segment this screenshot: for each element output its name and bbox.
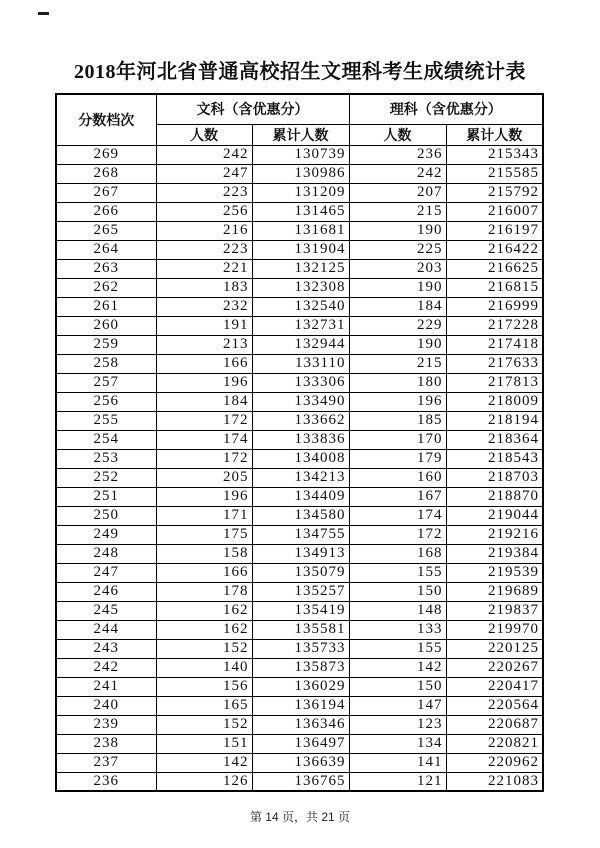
- cell-science-cumulative: 219384: [446, 544, 543, 563]
- cell-score-level: 265: [56, 221, 156, 240]
- cell-liberal-count: 183: [156, 278, 252, 297]
- table-row: [56, 772, 543, 791]
- table-row: [56, 297, 543, 316]
- cell-liberal-count: 205: [156, 468, 252, 487]
- cell-liberal-cumulative: 134913: [252, 544, 349, 563]
- cell-science-cumulative: 220267: [446, 658, 543, 677]
- cell-score-level: 256: [56, 392, 156, 411]
- cell-science-cumulative: 216422: [446, 240, 543, 259]
- cell-science-count: 155: [349, 639, 446, 658]
- cell-score-level: 241: [56, 677, 156, 696]
- table-row: [56, 183, 543, 202]
- cell-score-level: 236: [56, 772, 156, 791]
- cell-score-level: 264: [56, 240, 156, 259]
- cell-science-count: 147: [349, 696, 446, 715]
- cell-liberal-cumulative: 130739: [252, 145, 349, 164]
- cell-science-count: 207: [349, 183, 446, 202]
- cell-science-cumulative: 219216: [446, 525, 543, 544]
- cell-liberal-count: 178: [156, 582, 252, 601]
- table-row: [56, 582, 543, 601]
- cell-liberal-cumulative: 134580: [252, 506, 349, 525]
- cell-liberal-cumulative: 133836: [252, 430, 349, 449]
- cell-science-cumulative: 217228: [446, 316, 543, 335]
- cell-liberal-count: 166: [156, 563, 252, 582]
- cell-science-count: 121: [349, 772, 446, 791]
- cell-liberal-count: 140: [156, 658, 252, 677]
- cell-score-level: 248: [56, 544, 156, 563]
- table-row: [56, 145, 543, 164]
- score-statistics-table: [55, 93, 544, 792]
- cell-liberal-count: 196: [156, 373, 252, 392]
- cell-science-count: 203: [349, 259, 446, 278]
- cell-liberal-cumulative: 136639: [252, 753, 349, 772]
- cell-liberal-count: 152: [156, 715, 252, 734]
- cell-liberal-count: 156: [156, 677, 252, 696]
- cell-science-count: 225: [349, 240, 446, 259]
- cell-score-level: 251: [56, 487, 156, 506]
- cell-score-level: 258: [56, 354, 156, 373]
- cell-science-count: 185: [349, 411, 446, 430]
- cell-liberal-count: 216: [156, 221, 252, 240]
- cell-liberal-cumulative: 135079: [252, 563, 349, 582]
- table-row: [56, 677, 543, 696]
- cell-science-cumulative: 218870: [446, 487, 543, 506]
- cell-liberal-count: 162: [156, 620, 252, 639]
- cell-liberal-count: 221: [156, 259, 252, 278]
- table-row: [56, 411, 543, 430]
- cell-science-cumulative: 218194: [446, 411, 543, 430]
- cell-science-cumulative: 218364: [446, 430, 543, 449]
- cell-liberal-count: 196: [156, 487, 252, 506]
- header-science-count: 人数: [349, 124, 446, 145]
- cell-science-count: 236: [349, 145, 446, 164]
- cell-liberal-cumulative: 131681: [252, 221, 349, 240]
- cell-science-count: 160: [349, 468, 446, 487]
- page-footer: 第 14 页，共 21 页: [249, 810, 351, 824]
- cell-liberal-cumulative: 132944: [252, 335, 349, 354]
- cell-science-count: 172: [349, 525, 446, 544]
- cell-score-level: 243: [56, 639, 156, 658]
- cell-science-cumulative: 221083: [446, 772, 543, 791]
- table-row: [56, 373, 543, 392]
- cell-liberal-count: 162: [156, 601, 252, 620]
- cell-liberal-cumulative: 133490: [252, 392, 349, 411]
- cell-liberal-cumulative: 133662: [252, 411, 349, 430]
- table-row: [56, 639, 543, 658]
- cell-science-count: 170: [349, 430, 446, 449]
- table-row: [56, 202, 543, 221]
- cell-science-cumulative: 215585: [446, 164, 543, 183]
- cell-liberal-cumulative: 130986: [252, 164, 349, 183]
- cell-liberal-cumulative: 131904: [252, 240, 349, 259]
- table-body: [56, 145, 543, 791]
- cell-score-level: 242: [56, 658, 156, 677]
- table-row: [56, 544, 543, 563]
- cell-score-level: 239: [56, 715, 156, 734]
- cell-score-level: 262: [56, 278, 156, 297]
- cell-science-cumulative: 219044: [446, 506, 543, 525]
- cell-liberal-count: 223: [156, 183, 252, 202]
- table-row: [56, 525, 543, 544]
- cell-science-count: 180: [349, 373, 446, 392]
- cell-science-cumulative: 217813: [446, 373, 543, 392]
- table-row: [56, 259, 543, 278]
- cell-liberal-cumulative: 135873: [252, 658, 349, 677]
- cell-science-cumulative: 218703: [446, 468, 543, 487]
- cell-score-level: 261: [56, 297, 156, 316]
- cell-liberal-count: 232: [156, 297, 252, 316]
- cell-liberal-count: 152: [156, 639, 252, 658]
- page-title: 2018年河北省普通高校招生文理科考生成绩统计表: [74, 61, 526, 83]
- cell-liberal-cumulative: 136029: [252, 677, 349, 696]
- cell-liberal-count: 172: [156, 411, 252, 430]
- table-row: [56, 753, 543, 772]
- cell-liberal-count: 247: [156, 164, 252, 183]
- cell-score-level: 238: [56, 734, 156, 753]
- cell-science-cumulative: 220962: [446, 753, 543, 772]
- cell-science-count: 190: [349, 278, 446, 297]
- header-science-group: 理科（含优惠分）: [349, 94, 543, 124]
- table-row: [56, 354, 543, 373]
- cell-score-level: 255: [56, 411, 156, 430]
- cell-score-level: 237: [56, 753, 156, 772]
- cell-liberal-cumulative: 135257: [252, 582, 349, 601]
- cell-liberal-cumulative: 132308: [252, 278, 349, 297]
- header-group-row: [56, 94, 543, 124]
- table-header: [56, 94, 543, 145]
- cell-score-level: 240: [56, 696, 156, 715]
- cell-liberal-cumulative: 133306: [252, 373, 349, 392]
- cell-science-cumulative: 220564: [446, 696, 543, 715]
- cell-science-count: 215: [349, 202, 446, 221]
- cell-liberal-cumulative: 133110: [252, 354, 349, 373]
- cell-liberal-count: 191: [156, 316, 252, 335]
- cell-science-cumulative: 216007: [446, 202, 543, 221]
- cell-science-cumulative: 219837: [446, 601, 543, 620]
- cell-liberal-cumulative: 135733: [252, 639, 349, 658]
- cell-science-count: 190: [349, 221, 446, 240]
- cell-science-cumulative: 218543: [446, 449, 543, 468]
- cell-liberal-cumulative: 135419: [252, 601, 349, 620]
- cell-score-level: 252: [56, 468, 156, 487]
- cell-science-cumulative: 216625: [446, 259, 543, 278]
- cell-score-level: 249: [56, 525, 156, 544]
- cell-score-level: 244: [56, 620, 156, 639]
- scan-artifact-mark: [38, 12, 49, 15]
- table-row: [56, 468, 543, 487]
- cell-science-count: 133: [349, 620, 446, 639]
- cell-score-level: 245: [56, 601, 156, 620]
- table-row: [56, 278, 543, 297]
- cell-liberal-count: 175: [156, 525, 252, 544]
- cell-science-cumulative: 219970: [446, 620, 543, 639]
- cell-score-level: 246: [56, 582, 156, 601]
- cell-science-count: 142: [349, 658, 446, 677]
- cell-science-cumulative: 216999: [446, 297, 543, 316]
- cell-science-count: 123: [349, 715, 446, 734]
- cell-liberal-cumulative: 136497: [252, 734, 349, 753]
- cell-liberal-cumulative: 132125: [252, 259, 349, 278]
- cell-science-cumulative: 216815: [446, 278, 543, 297]
- header-liberal-count: 人数: [156, 124, 252, 145]
- cell-liberal-count: 256: [156, 202, 252, 221]
- cell-liberal-count: 142: [156, 753, 252, 772]
- cell-score-level: 254: [56, 430, 156, 449]
- cell-science-count: 148: [349, 601, 446, 620]
- table-row: [56, 715, 543, 734]
- table-row: [56, 696, 543, 715]
- cell-score-level: 267: [56, 183, 156, 202]
- cell-liberal-count: 223: [156, 240, 252, 259]
- cell-science-count: 196: [349, 392, 446, 411]
- cell-liberal-cumulative: 136194: [252, 696, 349, 715]
- cell-liberal-cumulative: 136765: [252, 772, 349, 791]
- cell-science-cumulative: 218009: [446, 392, 543, 411]
- table-row: [56, 430, 543, 449]
- cell-science-cumulative: 217418: [446, 335, 543, 354]
- cell-liberal-count: 172: [156, 449, 252, 468]
- cell-liberal-count: 213: [156, 335, 252, 354]
- cell-science-cumulative: 220687: [446, 715, 543, 734]
- table-row: [56, 734, 543, 753]
- cell-liberal-count: 158: [156, 544, 252, 563]
- cell-science-cumulative: 215792: [446, 183, 543, 202]
- cell-science-count: 215: [349, 354, 446, 373]
- header-score-level: 分数档次: [56, 94, 156, 145]
- cell-liberal-count: 171: [156, 506, 252, 525]
- table-row: [56, 563, 543, 582]
- cell-liberal-count: 174: [156, 430, 252, 449]
- cell-score-level: 260: [56, 316, 156, 335]
- cell-liberal-cumulative: 136346: [252, 715, 349, 734]
- table-row: [56, 392, 543, 411]
- cell-liberal-count: 242: [156, 145, 252, 164]
- table-row: [56, 316, 543, 335]
- cell-score-level: 263: [56, 259, 156, 278]
- cell-liberal-cumulative: 131465: [252, 202, 349, 221]
- cell-score-level: 259: [56, 335, 156, 354]
- cell-score-level: 253: [56, 449, 156, 468]
- table-row: [56, 221, 543, 240]
- cell-science-count: 141: [349, 753, 446, 772]
- cell-science-cumulative: 220821: [446, 734, 543, 753]
- cell-science-cumulative: 219539: [446, 563, 543, 582]
- header-science-cumulative: 累计人数: [446, 124, 543, 145]
- cell-science-count: 150: [349, 677, 446, 696]
- cell-score-level: 266: [56, 202, 156, 221]
- cell-science-count: 229: [349, 316, 446, 335]
- cell-liberal-count: 184: [156, 392, 252, 411]
- cell-science-count: 155: [349, 563, 446, 582]
- cell-science-cumulative: 220125: [446, 639, 543, 658]
- cell-science-count: 179: [349, 449, 446, 468]
- cell-score-level: 250: [56, 506, 156, 525]
- table-row: [56, 449, 543, 468]
- table-row: [56, 658, 543, 677]
- table-row: [56, 620, 543, 639]
- cell-liberal-count: 165: [156, 696, 252, 715]
- cell-science-cumulative: 216197: [446, 221, 543, 240]
- cell-score-level: 257: [56, 373, 156, 392]
- cell-science-count: 242: [349, 164, 446, 183]
- cell-science-cumulative: 219689: [446, 582, 543, 601]
- header-liberal-cumulative: 累计人数: [252, 124, 349, 145]
- cell-score-level: 247: [56, 563, 156, 582]
- cell-science-cumulative: 215343: [446, 145, 543, 164]
- cell-liberal-count: 126: [156, 772, 252, 791]
- cell-liberal-cumulative: 135581: [252, 620, 349, 639]
- cell-liberal-cumulative: 134755: [252, 525, 349, 544]
- header-liberal-arts-group: 文科（含优惠分）: [156, 94, 349, 124]
- cell-science-count: 174: [349, 506, 446, 525]
- cell-science-count: 190: [349, 335, 446, 354]
- cell-liberal-cumulative: 131209: [252, 183, 349, 202]
- cell-score-level: 268: [56, 164, 156, 183]
- cell-science-count: 184: [349, 297, 446, 316]
- cell-liberal-cumulative: 132731: [252, 316, 349, 335]
- cell-science-count: 150: [349, 582, 446, 601]
- table-row: [56, 240, 543, 259]
- cell-score-level: 269: [56, 145, 156, 164]
- cell-science-cumulative: 217633: [446, 354, 543, 373]
- cell-science-cumulative: 220417: [446, 677, 543, 696]
- table-row: [56, 601, 543, 620]
- table-row: [56, 506, 543, 525]
- table-row: [56, 335, 543, 354]
- cell-liberal-cumulative: 134008: [252, 449, 349, 468]
- table-row: [56, 164, 543, 183]
- cell-liberal-count: 166: [156, 354, 252, 373]
- cell-liberal-cumulative: 132540: [252, 297, 349, 316]
- cell-science-count: 167: [349, 487, 446, 506]
- cell-liberal-cumulative: 134213: [252, 468, 349, 487]
- cell-liberal-count: 151: [156, 734, 252, 753]
- cell-science-count: 168: [349, 544, 446, 563]
- table-row: [56, 487, 543, 506]
- cell-liberal-cumulative: 134409: [252, 487, 349, 506]
- cell-science-count: 134: [349, 734, 446, 753]
